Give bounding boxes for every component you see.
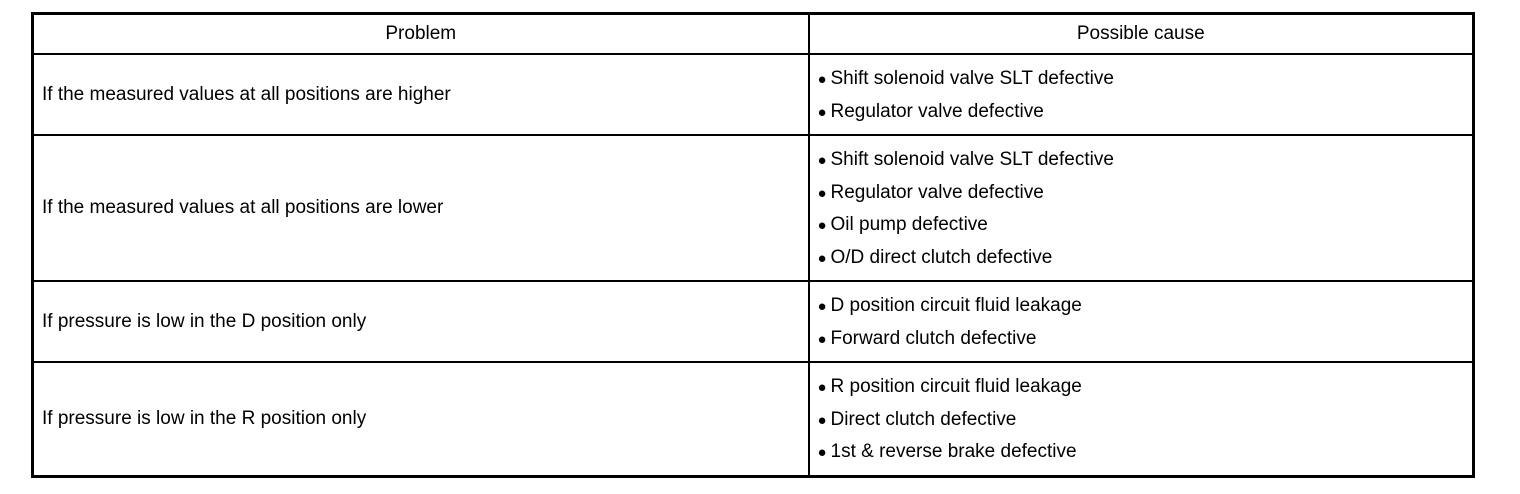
cause-text: Direct clutch defective xyxy=(830,408,1017,430)
cause-text: Shift solenoid valve SLT defective xyxy=(830,68,1114,89)
cause-text: Shift solenoid valve SLT defective xyxy=(830,149,1114,170)
cause-item xyxy=(818,177,1473,210)
cause-list xyxy=(818,371,1473,469)
cause-text: O/D direct clutch defective xyxy=(830,246,1053,268)
cause-list xyxy=(818,63,1473,128)
cause-text: D position circuit fluid leakage xyxy=(830,295,1082,316)
header-problem: Problem xyxy=(33,14,809,55)
cause-item xyxy=(818,144,1473,177)
bullet-icon: ● xyxy=(817,411,827,429)
cause-cell xyxy=(809,362,1474,476)
cause-text: R position circuit fluid leakage xyxy=(830,376,1082,397)
cause-text: Regulator valve defective xyxy=(830,100,1044,122)
bullet-icon: ● xyxy=(817,379,827,396)
cause-item xyxy=(818,404,1473,437)
bullet-icon: ● xyxy=(817,152,827,169)
cause-item xyxy=(818,242,1473,275)
problem-cell: If pressure is low in the D position only xyxy=(33,281,809,362)
bullet-icon: ● xyxy=(817,103,827,121)
cause-item xyxy=(818,290,1473,323)
bullet-icon: ● xyxy=(817,184,827,202)
header-row xyxy=(33,14,1474,55)
bullet-icon: ● xyxy=(817,444,827,461)
cause-text: 1st & reverse brake defective xyxy=(830,441,1077,462)
bullet-icon: ● xyxy=(817,249,827,267)
cause-text: Oil pump defective xyxy=(830,214,988,235)
bullet-icon: ● xyxy=(817,71,827,88)
table-row xyxy=(33,281,1474,362)
bullet-icon: ● xyxy=(817,217,827,234)
bullet-icon: ● xyxy=(817,298,827,315)
cause-cell xyxy=(809,135,1474,281)
cause-cell xyxy=(809,281,1474,362)
cause-cell xyxy=(809,54,1474,135)
cause-list xyxy=(818,290,1473,355)
table-row xyxy=(33,135,1474,281)
cause-item xyxy=(818,323,1473,356)
table-row xyxy=(33,54,1474,135)
diagnosis-table xyxy=(31,12,1475,478)
cause-item xyxy=(818,436,1473,469)
table-row xyxy=(33,362,1474,476)
cause-item xyxy=(818,96,1473,129)
cause-item xyxy=(818,63,1473,96)
problem-cell: If the measured values at all positions are higher xyxy=(33,54,809,135)
problem-cell: If the measured values at all positions are lower xyxy=(33,135,809,281)
table-header xyxy=(33,14,1474,55)
header-possible-cause: Possible cause xyxy=(809,14,1474,55)
bullet-icon: ● xyxy=(817,330,827,348)
cause-list xyxy=(818,144,1473,274)
cause-item xyxy=(818,371,1473,404)
table-body xyxy=(33,54,1474,476)
cause-item xyxy=(818,209,1473,242)
cause-text: Regulator valve defective xyxy=(830,181,1044,203)
problem-cell: If pressure is low in the R position only xyxy=(33,362,809,476)
cause-text: Forward clutch defective xyxy=(830,327,1037,349)
